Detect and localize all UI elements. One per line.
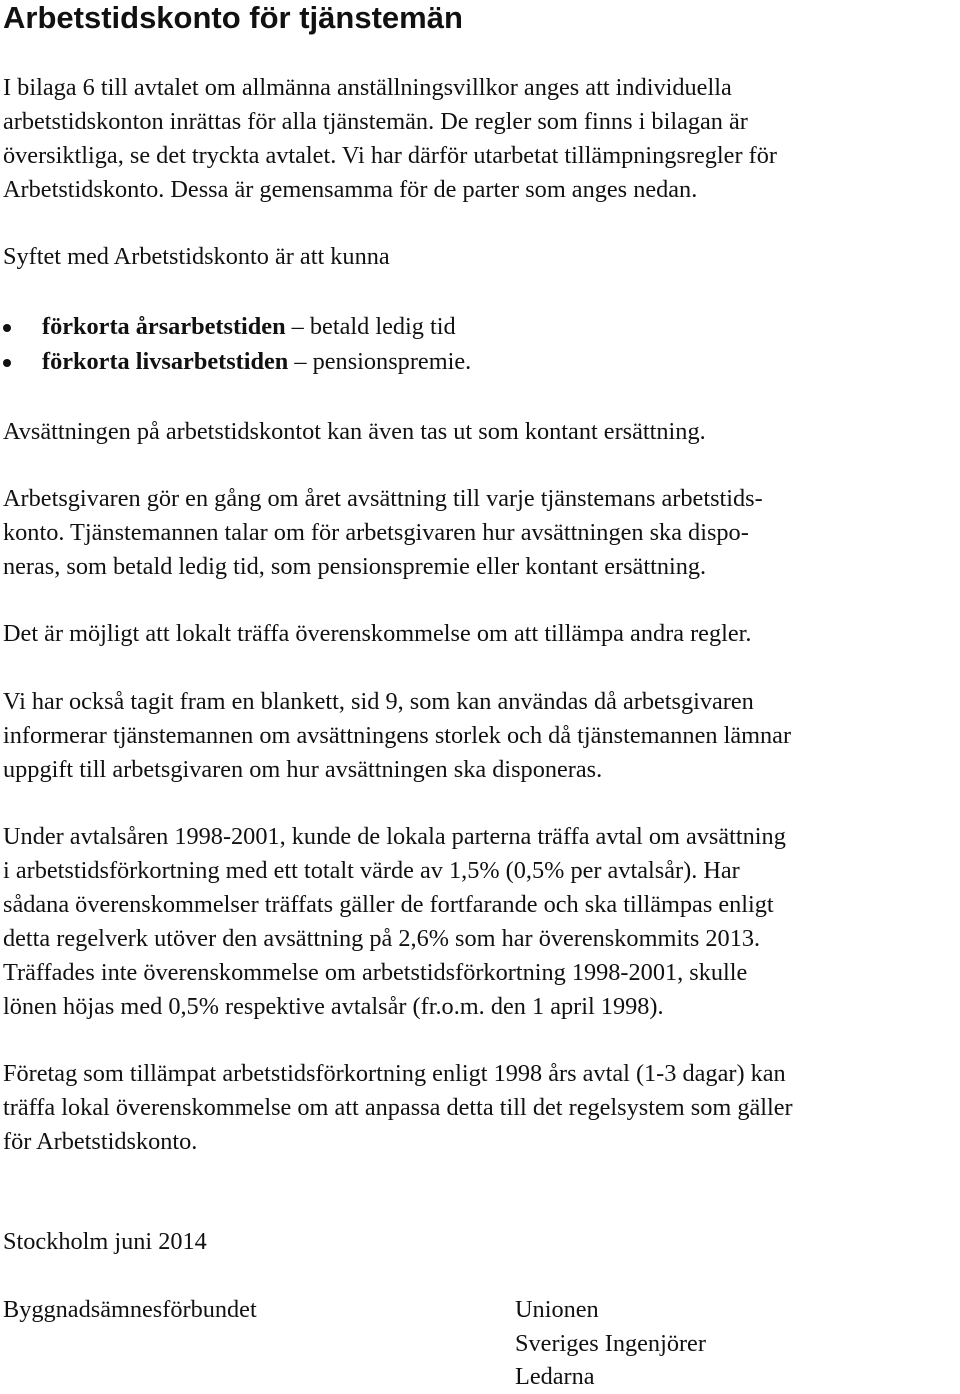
signatory-left: Byggnadsämnesförbundet [3, 1296, 257, 1323]
bullet-bold: förkorta livsarbetstiden [42, 348, 289, 375]
form-line: uppgift till arbetsgivaren om hur avsättningen ska disponeras. [3, 756, 603, 783]
bullet-icon [3, 324, 11, 332]
companies-line: Företag som tillämpat arbetstidsförkortning enligt 1998 års avtal (1-3 dagar) kan [3, 1060, 786, 1087]
form-line: informerar tjänstemannen om avsättningens storlek och då tjänstemannen lämnar [3, 722, 792, 749]
bullet-bold: förkorta årsarbetstiden [42, 313, 286, 340]
signatory-right: Unionen [515, 1296, 599, 1323]
intro-line: arbetstidskonton inrättas för alla tjänstemän. De regler som finns i bilagan är [3, 108, 748, 135]
companies-line: för Arbetstidskonto. [3, 1128, 198, 1155]
companies-line: träffa lokal överenskommelse om att anpassa detta till det regelsystem som gäller [3, 1094, 793, 1121]
employer-line: konto. Tjänstemannen talar om för arbetsgivaren hur avsättningen ska dispo- [3, 519, 749, 546]
history-line: Träffades inte överenskommelse om arbetstidsförkortning 1998-2001, skulle [3, 959, 748, 986]
bullet-rest: – betald ledig tid [285, 313, 456, 340]
place-date: Stockholm juni 2014 [3, 1228, 207, 1255]
bullet-icon [3, 359, 11, 367]
page-title: Arbetstidskonto för tjänstemän [3, 0, 463, 35]
intro-line: översiktliga, se det tryckta avtalet. Vi har därför utarbetat tillämpningsregler för [3, 142, 777, 169]
signatory-right: Sveriges Ingenjörer [515, 1330, 706, 1357]
bullet-rest: – pensionspremie. [288, 348, 472, 375]
history-line: sådana överenskommelser träffats gäller de fortfarande och ska tillämpas enligt [3, 891, 774, 918]
local-text: Det är möjligt att lokalt träffa överenskommelse om att tillämpa andra regler. [3, 620, 752, 647]
history-line: Under avtalsåren 1998-2001, kunde de lokala parterna träffa avtal om avsättning [3, 823, 786, 850]
history-line: detta regelverk utöver den avsättning på 2,6% som har överenskommits 2013. [3, 925, 761, 952]
employer-line: Arbetsgivaren gör en gång om året avsättning till varje tjänstemans arbetstids- [3, 485, 763, 512]
history-line: i arbetstidsförkortning med ett totalt värde av 1,5% (0,5% per avtalsår). Har [3, 857, 740, 884]
intro-line: I bilaga 6 till avtalet om allmänna anställningsvillkor anges att individuella [3, 74, 732, 101]
history-line: lönen höjas med 0,5% respektive avtalsår (fr.o.m. den 1 april 1998). [3, 993, 664, 1020]
purpose-text: Syftet med Arbetstidskonto är att kunna [3, 243, 390, 270]
cash-text: Avsättningen på arbetstidskontot kan även tas ut som kontant ersättning. [3, 418, 706, 445]
employer-line: neras, som betald ledig tid, som pensionspremie eller kontant ersättning. [3, 553, 707, 580]
form-line: Vi har också tagit fram en blankett, sid 9, som kan användas då arbetsgivaren [3, 688, 754, 715]
signatory-right: Ledarna [515, 1363, 595, 1390]
intro-line: Arbetstidskonto. Dessa är gemensamma för de parter som anges nedan. [3, 176, 698, 203]
